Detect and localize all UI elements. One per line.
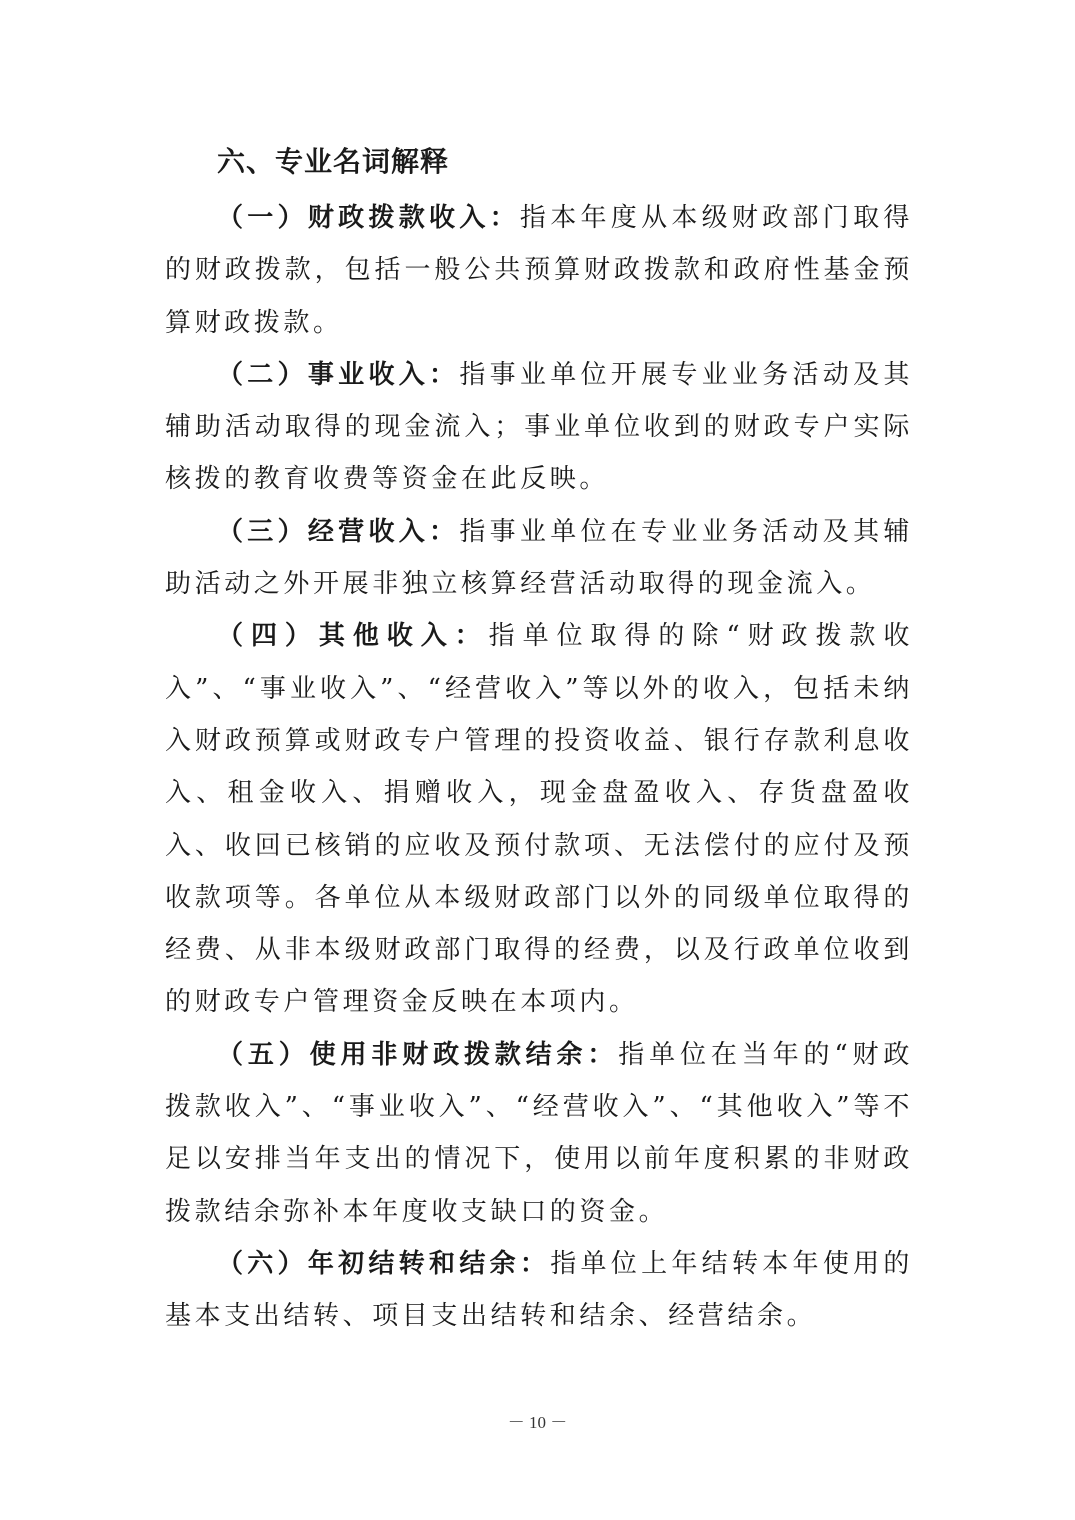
definition-paragraph — [165, 610, 913, 1028]
definition-text: 指单位取得的除“财政拨款收入”、“事业收入”、“经营收入”等以外的收入，包括未纳入财政预算或财政专户管理的投资收益、银行存款利息收入、租金收入、捐赠收入，现金盘盈收入、存货盘盈收入、收回已核销的应收及预付款项、无法偿付的应付及预收款项等。各单位从本级财政部门以外的同级单位取得的经费、从非本级财政部门取得的经费，以及行政单位收到的财政专户管理资金反映在本项内。 — [165, 621, 913, 1018]
definition-text: 指事业单位在专业业务活动及其辅助活动之外开展非独立核算经营活动取得的现金流入。 — [165, 516, 913, 600]
section-title: 六、专业名词解释 — [217, 145, 450, 178]
definition-term: （五）使用非财政拨款结余： — [217, 1039, 619, 1070]
definition-text: 指单位在当年的“财政拨款收入”、“事业收入”、“经营收入”、“其他收入”等不足以安排当年支出的情况下，使用以前年度积累的非财政拨款结余弥补本年度收支缺口的资金。 — [165, 1039, 913, 1227]
definition-term: （一）财政拨款收入： — [217, 203, 520, 233]
page-number: － 10 － — [507, 1413, 568, 1432]
definition-term: （四）其他收入： — [217, 621, 489, 652]
definition-text: 指单位上年结转本年使用的基本支出结转、项目支出结转和结余、经营结余。 — [165, 1248, 913, 1332]
definition-text: 指本年度从本级财政部门取得的财政拨款，包括一般公共预算财政拨款和政府性基金预算财政拨款。 — [165, 203, 913, 338]
definition-term: （三）经营收入： — [217, 516, 460, 547]
document-body — [165, 140, 913, 1343]
definition-term: （二）事业收入： — [217, 359, 460, 390]
definition-paragraph — [165, 506, 913, 611]
definition-text: 指事业单位开展专业业务活动及其辅助活动取得的现金流入；事业单位收到的财政专户实际核拨的教育收费等资金在此反映。 — [165, 359, 913, 495]
definition-paragraph — [165, 349, 913, 506]
definition-paragraph — [165, 192, 913, 349]
definition-paragraph — [165, 1238, 913, 1343]
definition-term: （六）年初结转和结余： — [217, 1248, 551, 1279]
definition-paragraph — [165, 1029, 913, 1238]
